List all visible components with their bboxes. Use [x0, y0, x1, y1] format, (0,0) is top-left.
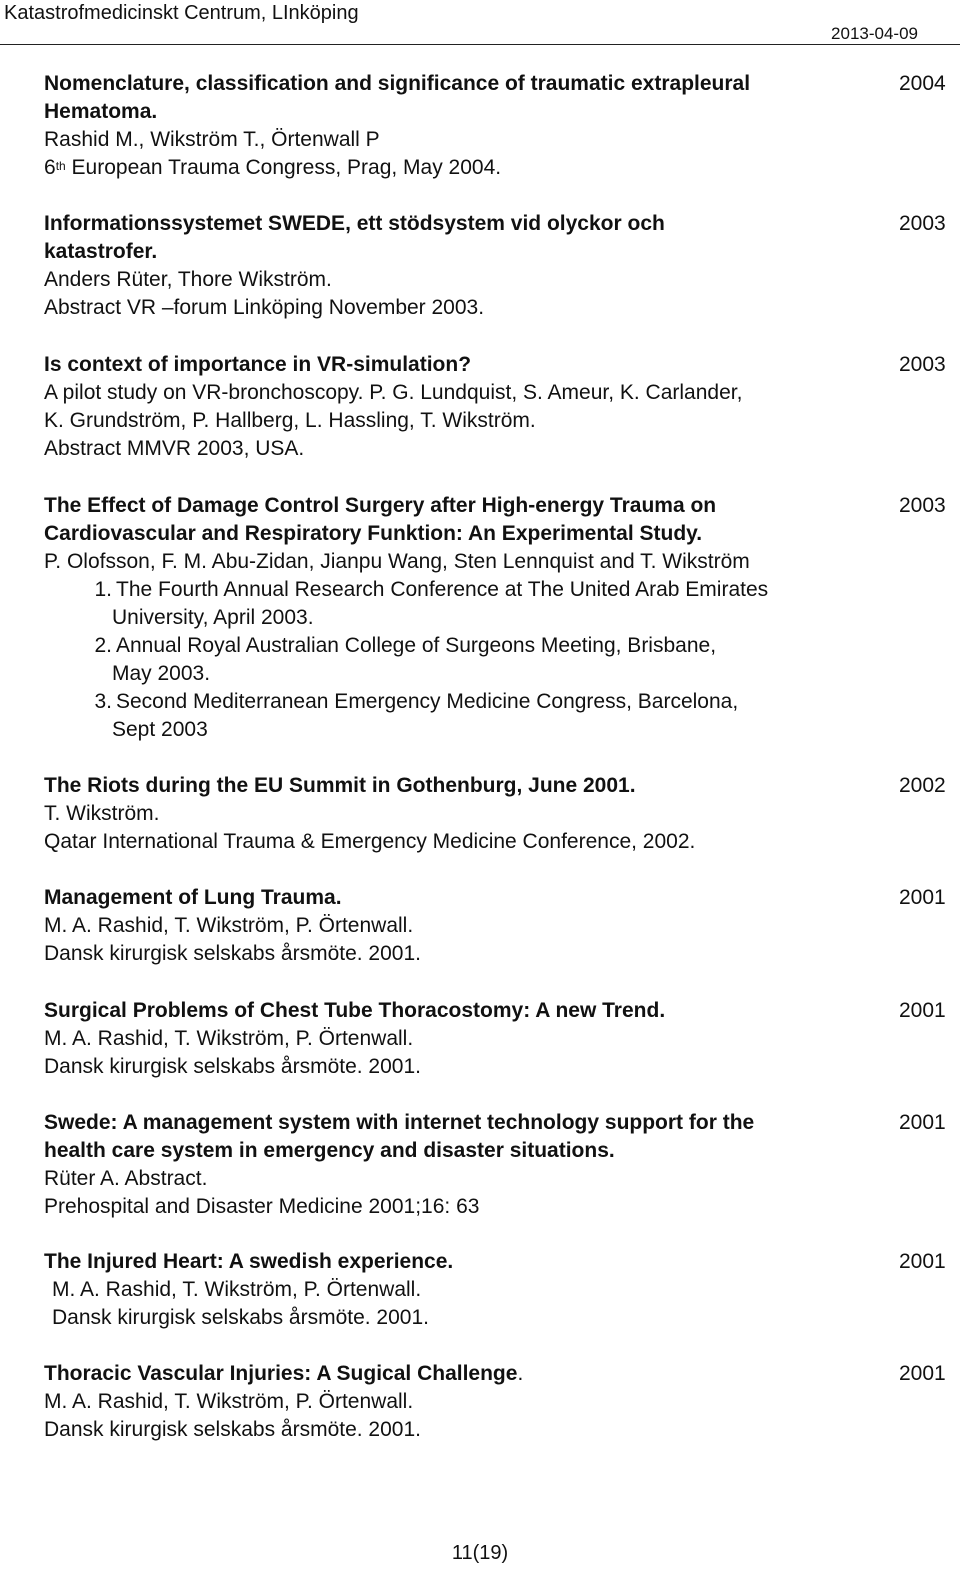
entry-venue: Abstract MMVR 2003, USA.	[44, 437, 305, 460]
entry-year: 2001	[899, 886, 946, 909]
entry-year: 2003	[899, 353, 946, 376]
entry-title: The Injured Heart: A swedish experience. 2001	[44, 1248, 960, 1276]
publication-entry	[44, 884, 960, 968]
entry-title-cont: Cardiovascular and Respiratory Funktion: An Experimental Study.	[44, 522, 703, 545]
entry-venue: Dansk kirurgisk selskabs årsmöte. 2001.	[44, 1055, 421, 1078]
publication-entry	[44, 1248, 960, 1332]
entry-venue: Abstract VR –forum Linköping November 2003.	[44, 296, 485, 319]
entry-title-cont: health care system in emergency and disaster situations.	[44, 1139, 615, 1162]
entry-venue: Prehospital and Disaster Medicine 2001;16: 63	[44, 1195, 480, 1218]
header-title: Katastrofmedicinskt Centrum, LInköping	[4, 2, 359, 24]
list-item: 3. Second Mediterranean Emergency Medicine Congress, Barcelona,	[94, 690, 739, 713]
entry-venue: 6th European Trauma Congress, Prag, May 2004.	[44, 156, 502, 179]
entry-year: 2001	[899, 1362, 946, 1385]
list-item-cont: May 2003.	[112, 662, 211, 685]
entry-title: Swede: A management system with internet technology support for the 2001	[44, 1109, 960, 1137]
entry-authors: M. A. Rashid, T. Wikström, P. Örtenwall.	[44, 1027, 414, 1050]
entry-title: Thoracic Vascular Injuries: A Sugical Challenge. 2001	[44, 1360, 960, 1388]
entry-title-cont: Hematoma.	[44, 100, 158, 123]
header-date: 2013-04-09	[831, 24, 918, 43]
entry-title: Nomenclature, classification and significance of traumatic extrapleural 2004	[44, 70, 960, 98]
list-item-cont: University, April 2003.	[112, 606, 314, 629]
entry-authors: Rüter A. Abstract.	[44, 1167, 208, 1190]
entry-venue: Dansk kirurgisk selskabs årsmöte. 2001.	[52, 1306, 429, 1329]
entry-text: A pilot study on VR-bronchoscopy. P. G. Lundquist, S. Ameur, K. Carlander,	[44, 381, 743, 404]
entry-venue: Dansk kirurgisk selskabs årsmöte. 2001.	[44, 942, 421, 965]
entry-authors: M. A. Rashid, T. Wikström, P. Örtenwall.	[44, 914, 414, 937]
publication-entry	[44, 351, 960, 463]
publication-entry	[44, 772, 960, 856]
entry-year: 2003	[899, 212, 946, 235]
publication-entry	[44, 210, 960, 322]
publication-entry	[44, 1360, 960, 1444]
entry-authors: P. Olofsson, F. M. Abu-Zidan, Jianpu Wang, Sten Lennquist and T. Wikström	[44, 550, 750, 573]
entry-authors: K. Grundström, P. Hallberg, L. Hassling, T. Wikström.	[44, 409, 536, 432]
entry-year: 2003	[899, 494, 946, 517]
publication-entry	[44, 492, 960, 744]
entry-year: 2001	[899, 1111, 946, 1134]
page-number: 11(19)	[451, 1542, 509, 1564]
entry-year: 2002	[899, 774, 946, 797]
entry-authors: T. Wikström.	[44, 802, 160, 825]
entry-title: Management of Lung Trauma. 2001	[44, 884, 960, 912]
publication-entry	[44, 70, 960, 184]
entry-title: Informationssystemet SWEDE, ett stödsystem vid olyckor och 2003	[44, 210, 960, 238]
list-item: 1. The Fourth Annual Research Conference at The United Arab Emirates	[94, 578, 769, 601]
entry-venue: Dansk kirurgisk selskabs årsmöte. 2001.	[44, 1418, 421, 1441]
entry-year: 2001	[899, 999, 946, 1022]
entry-title: The Effect of Damage Control Surgery after High-energy Trauma on 2003	[44, 492, 960, 520]
entry-year: 2001	[899, 1250, 946, 1273]
entry-venue: Qatar International Trauma & Emergency Medicine Conference, 2002.	[44, 830, 696, 853]
entry-title: The Riots during the EU Summit in Gothenburg, June 2001. 2002	[44, 772, 960, 800]
list-item: 2. Annual Royal Australian College of Surgeons Meeting, Brisbane,	[94, 634, 717, 657]
entry-title: Is context of importance in VR-simulation? 2003	[44, 351, 960, 379]
publication-entry	[44, 1109, 960, 1221]
list-item-cont: Sept 2003	[112, 718, 208, 741]
entry-authors: Anders Rüter, Thore Wikström.	[44, 268, 332, 291]
publication-entry	[44, 997, 960, 1081]
entry-title: Surgical Problems of Chest Tube Thoracostomy: A new Trend. 2001	[44, 997, 960, 1025]
entry-authors: M. A. Rashid, T. Wikström, P. Örtenwall.	[44, 1390, 414, 1413]
entry-authors: M. A. Rashid, T. Wikström, P. Örtenwall.	[52, 1278, 422, 1301]
entry-authors: Rashid M., Wikström T., Örtenwall P	[44, 128, 380, 151]
entry-year: 2004	[899, 72, 946, 95]
header-divider	[0, 44, 960, 45]
entry-title-cont: katastrofer.	[44, 240, 158, 263]
